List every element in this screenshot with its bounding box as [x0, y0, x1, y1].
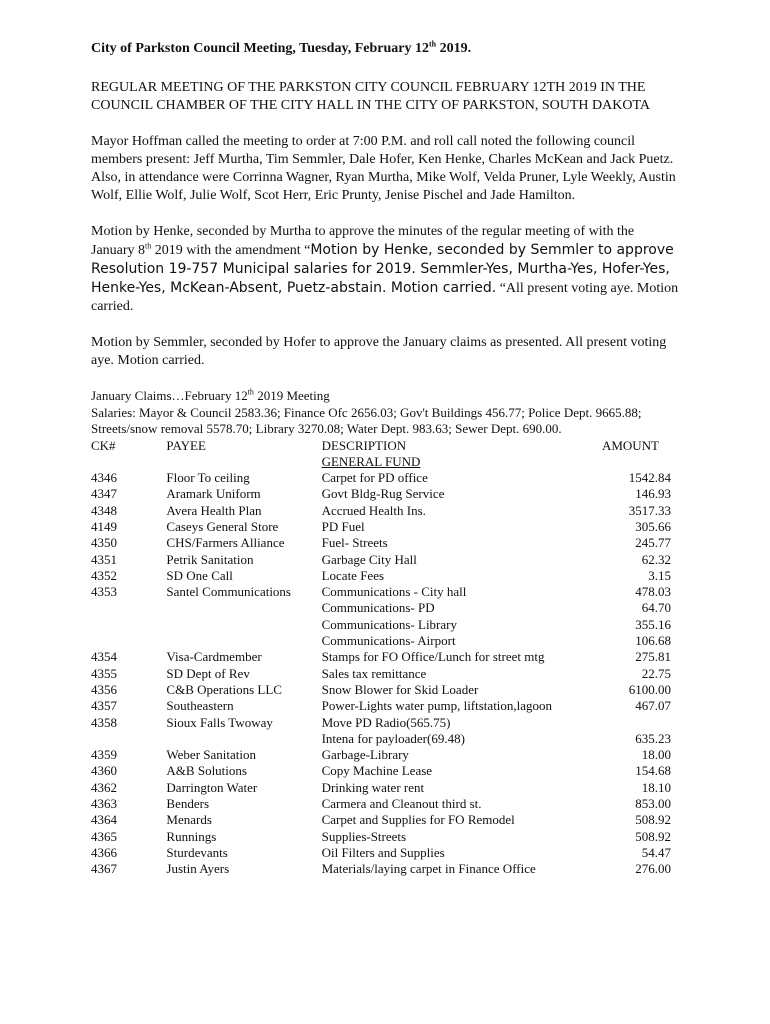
claims-table	[91, 438, 671, 878]
table-row	[91, 796, 671, 812]
check-number: 4357	[91, 698, 117, 714]
table-row	[91, 470, 671, 486]
table-row	[91, 829, 671, 845]
salaries-line: Salaries: Mayor & Council 2583.36; Finance Ofc 2656.03; Gov't Buildings 456.77; Police Dept. 9665.88; Streets/snow removal 5578.70; Library 3270.08; Water Dept. 983.63; Sewer Dept. 690.00.	[91, 404, 642, 436]
claims-title-sup: th	[247, 387, 254, 397]
table-row	[91, 552, 671, 568]
amount: 276.00	[635, 861, 671, 877]
table-row	[91, 780, 671, 796]
description: Communications- Library	[321, 616, 457, 632]
amount: 106.68	[635, 633, 671, 649]
claims-title-b: 2019 Meeting	[253, 388, 330, 403]
payee-name: Darrington Water	[166, 779, 258, 795]
table-row	[91, 715, 671, 731]
description: Carmera and Cleanout third st.	[321, 796, 482, 812]
fund-row	[91, 454, 671, 470]
check-number: 4356	[91, 681, 117, 697]
amount: 853.00	[635, 796, 671, 812]
payee-name: Santel Communications	[166, 584, 291, 600]
table-row	[91, 731, 671, 747]
payee-name	[166, 731, 321, 747]
minutes-text-b: 2019 with the amendment “	[151, 243, 311, 258]
payee-name	[166, 633, 321, 649]
description: Power-Lights water pump, liftstation,lagoon	[321, 698, 553, 714]
check-number: 4351	[91, 551, 117, 567]
check-number: 4149	[91, 518, 117, 534]
table-row	[91, 666, 671, 682]
payee-name: Petrik Sanitation	[166, 551, 254, 567]
payee-name: CHS/Farmers Alliance	[166, 535, 285, 551]
table-row	[91, 503, 671, 519]
amount: 1542.84	[628, 470, 671, 486]
table-row	[91, 698, 671, 714]
description: Govt Bldg-Rug Service	[321, 486, 445, 502]
roll-call-paragraph: Mayor Hoffman called the meeting to order at 7:00 P.M. and roll call noted the following council members present: Jeff Murtha, Tim Semmler, Dale Hofer, Ken Henke, Charles McKean and Jack Puetz. Also, in attendance were Corrinna Wagner, Ryan Murtha, Mike Wolf, Velda Pruner, Lyle Weekly, Austin Wolf, Ellie Wolf, Julie Wolf, Scot Herr, Eric Prunty, Jenise Pischel and Jade Hamilton.	[91, 134, 676, 203]
title-text: City of Parkston Council Meeting, Tuesday, February 12	[91, 41, 429, 56]
payee-name: Aramark Uniform	[166, 486, 261, 502]
table-row	[91, 747, 671, 763]
description: PD Fuel	[321, 518, 365, 534]
table-row	[91, 845, 671, 861]
description: Intena for payloader(69.48)	[321, 730, 465, 746]
claims-header	[91, 388, 681, 438]
amount: 245.77	[635, 535, 671, 551]
claims-title	[91, 388, 681, 405]
check-number: 4364	[91, 812, 117, 828]
payee-name: Sturdevants	[166, 844, 228, 860]
table-row	[91, 600, 671, 616]
payee-name	[166, 600, 321, 616]
payee-name: Southeastern	[166, 698, 234, 714]
amount: 3517.33	[628, 502, 671, 518]
amount	[581, 715, 671, 731]
amount: 3.15	[648, 567, 671, 583]
description: Fuel- Streets	[321, 535, 388, 551]
payee-name: C&B Operations LLC	[166, 681, 282, 697]
col-amount-header: AMOUNT	[601, 437, 659, 453]
payee-name: SD One Call	[166, 567, 233, 583]
table-row	[91, 812, 671, 828]
fund-empty-amt	[581, 454, 671, 470]
amount: 18.00	[641, 747, 671, 763]
amount: 18.10	[641, 779, 671, 795]
check-number: 4348	[91, 502, 117, 518]
description: Drinking water rent	[321, 779, 425, 795]
table-row	[91, 519, 671, 535]
amount: 6100.00	[628, 681, 671, 697]
table-row	[91, 486, 671, 502]
payee-name: Floor To ceiling	[166, 470, 250, 486]
check-number: 4355	[91, 665, 117, 681]
payee-name: Sioux Falls Twoway	[166, 714, 273, 730]
amount: 22.75	[641, 665, 671, 681]
description: Snow Blower for Skid Loader	[321, 681, 479, 697]
description: Copy Machine Lease	[321, 763, 433, 779]
amount: 305.66	[635, 518, 671, 534]
check-number: 4352	[91, 567, 117, 583]
table-row	[91, 763, 671, 779]
payee-name: Runnings	[166, 828, 217, 844]
check-number: 4359	[91, 747, 117, 763]
check-number	[91, 600, 166, 616]
check-number	[91, 731, 166, 747]
minutes-text-a: Motion by Henke, seconded by Murtha to approve the minutes of the regular meeting of with the January 8	[91, 224, 635, 258]
payee-name: Visa-Cardmember	[166, 649, 262, 665]
description: Carpet for PD office	[321, 470, 428, 486]
amount: 467.07	[635, 698, 671, 714]
title-sup: th	[428, 39, 437, 49]
description: Communications - City hall	[321, 584, 467, 600]
title-end: 2019.	[436, 41, 472, 56]
minutes-text-c: “All present voting aye. Motion carried.	[91, 281, 679, 314]
payee-name: Justin Ayers	[166, 861, 230, 877]
check-number: 4350	[91, 535, 117, 551]
description: Move PD Radio(565.75)	[321, 714, 451, 730]
check-number: 4347	[91, 486, 117, 502]
amount: 635.23	[635, 730, 671, 746]
check-number: 4362	[91, 779, 117, 795]
general-fund-label: GENERAL FUND	[321, 453, 421, 469]
description: Stamps for FO Office/Lunch for street mtg	[321, 649, 545, 665]
claims-header-row	[91, 438, 671, 454]
description: Oil Filters and Supplies	[321, 844, 445, 860]
description: Communications- Airport	[321, 633, 456, 649]
check-number: 4354	[91, 649, 117, 665]
minutes-sup: th	[145, 241, 152, 251]
fund-empty-payee	[166, 454, 321, 470]
description: Communications- PD	[321, 600, 435, 616]
description: Locate Fees	[321, 567, 385, 583]
amount: 275.81	[635, 649, 671, 665]
description: Carpet and Supplies for FO Remodel	[321, 812, 515, 828]
check-number: 4360	[91, 763, 117, 779]
col-ck-header: CK#	[91, 437, 116, 453]
description: Sales tax remittance	[321, 665, 427, 681]
table-row	[91, 584, 671, 600]
check-number: 4363	[91, 796, 117, 812]
description: Garbage City Hall	[321, 551, 417, 567]
document-page	[91, 40, 681, 878]
amount: 154.68	[635, 763, 671, 779]
payee-name	[166, 617, 321, 633]
payee-name: Caseys General Store	[166, 518, 279, 534]
amount: 62.32	[641, 551, 671, 567]
table-row	[91, 682, 671, 698]
table-row	[91, 617, 671, 633]
table-row	[91, 649, 671, 665]
amendment-quote: Motion by Henke, seconded by Semmler to approve Resolution 19-757 Municipal salaries for 2019. Semmler-Yes, Murtha-Yes, Hofer-Yes, Henke-Yes, McKean-Absent, Puetz-abstain. Motion carried.	[91, 242, 674, 296]
fund-empty-ck	[91, 454, 166, 470]
payee-name: Benders	[166, 796, 210, 812]
check-number: 4353	[91, 584, 117, 600]
check-number	[91, 617, 166, 633]
check-number: 4346	[91, 470, 117, 486]
check-number: 4367	[91, 861, 117, 877]
table-row	[91, 568, 671, 584]
check-number: 4366	[91, 844, 117, 860]
table-row	[91, 633, 671, 649]
minutes-motion-paragraph	[91, 223, 681, 316]
meeting-heading: REGULAR MEETING OF THE PARKSTON CITY COUNCIL FEBRUARY 12TH 2019 IN THE COUNCIL CHAMBER OF THE CITY HALL IN THE CITY OF PARKSTON, SOUTH DAKOTA	[91, 80, 651, 113]
description: Materials/laying carpet in Finance Office	[321, 861, 536, 877]
page-title	[91, 40, 681, 57]
amount: 146.93	[635, 486, 671, 502]
col-description-header: DESCRIPTION	[321, 437, 407, 453]
table-row	[91, 861, 671, 877]
payee-name: Weber Sanitation	[166, 747, 256, 763]
check-number: 4358	[91, 714, 117, 730]
amount: 478.03	[635, 584, 671, 600]
description: Garbage-Library	[321, 747, 409, 763]
amount: 64.70	[641, 600, 671, 616]
claims-title-a: January Claims…February 12	[91, 388, 248, 403]
payee-name: SD Dept of Rev	[166, 665, 250, 681]
table-row	[91, 535, 671, 551]
claims-motion-paragraph: Motion by Semmler, seconded by Hofer to approve the January claims as presented. All present voting aye. Motion carried.	[91, 335, 667, 368]
check-number: 4365	[91, 828, 117, 844]
amount: 508.92	[635, 828, 671, 844]
check-number	[91, 633, 166, 649]
description: Supplies-Streets	[321, 828, 407, 844]
col-payee-header: PAYEE	[166, 437, 206, 453]
payee-name: A&B Solutions	[166, 763, 247, 779]
amount: 508.92	[635, 812, 671, 828]
description: Accrued Health Ins.	[321, 502, 426, 518]
payee-name: Menards	[166, 812, 212, 828]
amount: 355.16	[635, 616, 671, 632]
payee-name: Avera Health Plan	[166, 502, 262, 518]
amount: 54.47	[641, 844, 671, 860]
